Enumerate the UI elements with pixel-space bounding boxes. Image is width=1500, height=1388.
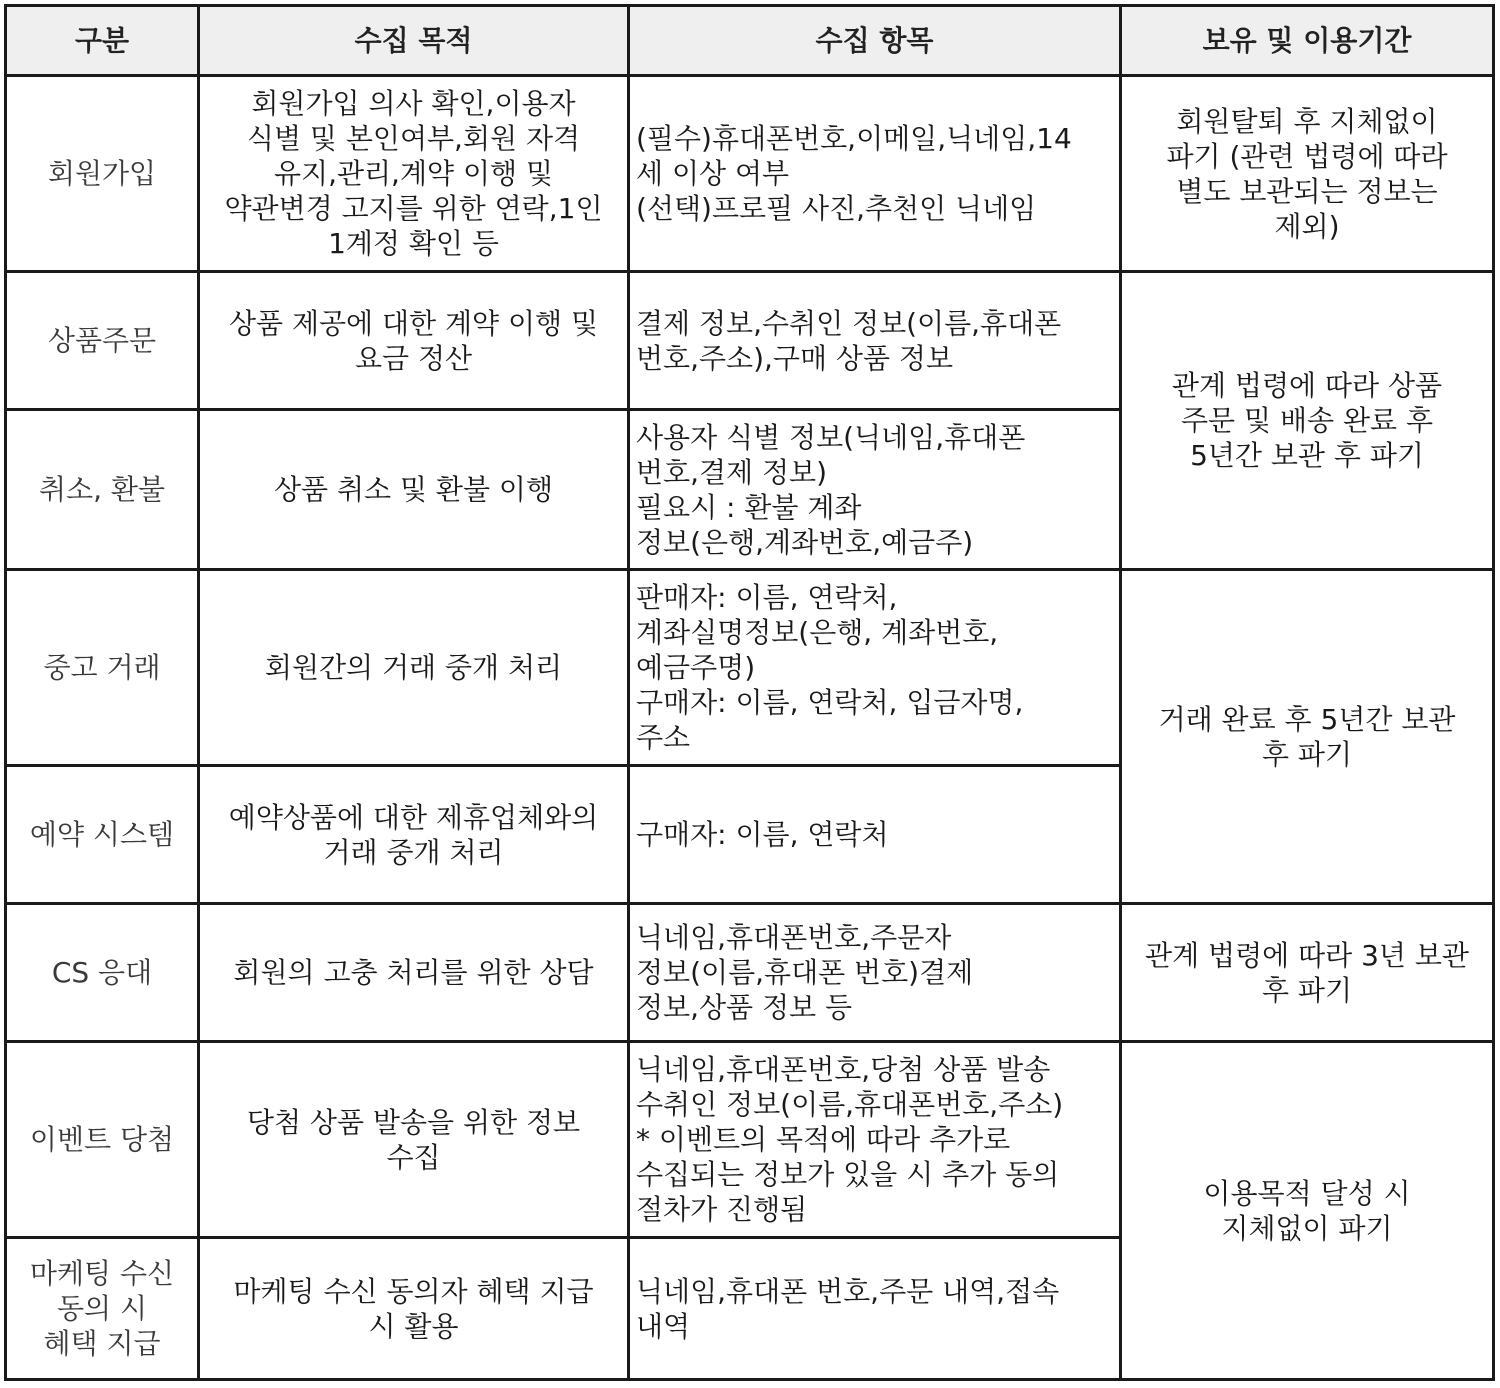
row-category: 상품주문 (6, 272, 199, 410)
row-purpose: 회원의 고충 처리를 위한 상담 (199, 904, 629, 1042)
header-retention: 보유 및 이용기간 (1121, 6, 1494, 76)
row-category: CS 응대 (6, 904, 199, 1042)
row-category: 중고 거래 (6, 570, 199, 766)
table-row (6, 1042, 1494, 1238)
row-items: 닉네임,휴대폰 번호,주문 내역,접속 내역 (629, 1238, 1121, 1380)
row-purpose: 회원간의 거래 중개 처리 (199, 570, 629, 766)
privacy-collection-table (4, 4, 1495, 1381)
table-row (6, 904, 1494, 1042)
row-category: 회원가입 (6, 76, 199, 272)
table-row (6, 76, 1494, 272)
header-items: 수집 항목 (629, 6, 1121, 76)
row-purpose: 회원가입 의사 확인,이용자 식별 및 본인여부,회원 자격 유지,관리,계약 이행 및 약관변경 고지를 위한 연락,1인 1계정 확인 등 (199, 76, 629, 272)
row-items: 판매자: 이름, 연락처, 계좌실명정보(은행, 계좌번호, 예금주명) 구매자: 이름, 연락처, 입금자명, 주소 (629, 570, 1121, 766)
row-items: 닉네임,휴대폰번호,당첨 상품 발송 수취인 정보(이름,휴대폰번호,주소) * 이벤트의 목적에 따라 추가로 수집되는 정보가 있을 시 추가 동의 절차가 진행됨 (629, 1042, 1121, 1238)
row-purpose: 상품 제공에 대한 계약 이행 및 요금 정산 (199, 272, 629, 410)
row-retention: 회원탈퇴 후 지체없이 파기 (관련 법령에 따라 별도 보관되는 정보는 제외) (1121, 76, 1494, 272)
row-retention: 관계 법령에 따라 상품 주문 및 배송 완료 후 5년간 보관 후 파기 (1121, 272, 1494, 570)
header-purpose: 수집 목적 (199, 6, 629, 76)
table-header-row (6, 6, 1494, 76)
row-category: 예약 시스템 (6, 766, 199, 904)
row-purpose: 당첨 상품 발송을 위한 정보 수집 (199, 1042, 629, 1238)
table-row (6, 570, 1494, 766)
row-items: 사용자 식별 정보(닉네임,휴대폰 번호,결제 정보) 필요시 : 환불 계좌 정보(은행,계좌번호,예금주) (629, 410, 1121, 570)
row-items: 닉네임,휴대폰번호,주문자 정보(이름,휴대폰 번호)결제 정보,상품 정보 등 (629, 904, 1121, 1042)
table-row (6, 272, 1494, 410)
row-category: 취소, 환불 (6, 410, 199, 570)
row-items: 구매자: 이름, 연락처 (629, 766, 1121, 904)
row-retention: 관계 법령에 따라 3년 보관 후 파기 (1121, 904, 1494, 1042)
row-purpose: 예약상품에 대한 제휴업체와의 거래 중개 처리 (199, 766, 629, 904)
row-category: 마케팅 수신 동의 시 혜택 지급 (6, 1238, 199, 1380)
row-retention: 거래 완료 후 5년간 보관 후 파기 (1121, 570, 1494, 904)
row-items: 결제 정보,수취인 정보(이름,휴대폰 번호,주소),구매 상품 정보 (629, 272, 1121, 410)
row-retention: 이용목적 달성 시 지체없이 파기 (1121, 1042, 1494, 1380)
row-category: 이벤트 당첨 (6, 1042, 199, 1238)
row-purpose: 마케팅 수신 동의자 혜택 지급 시 활용 (199, 1238, 629, 1380)
header-category: 구분 (6, 6, 199, 76)
row-items: (필수)휴대폰번호,이메일,닉네임,14 세 이상 여부 (선택)프로필 사진,추천인 닉네임 (629, 76, 1121, 272)
row-purpose: 상품 취소 및 환불 이행 (199, 410, 629, 570)
